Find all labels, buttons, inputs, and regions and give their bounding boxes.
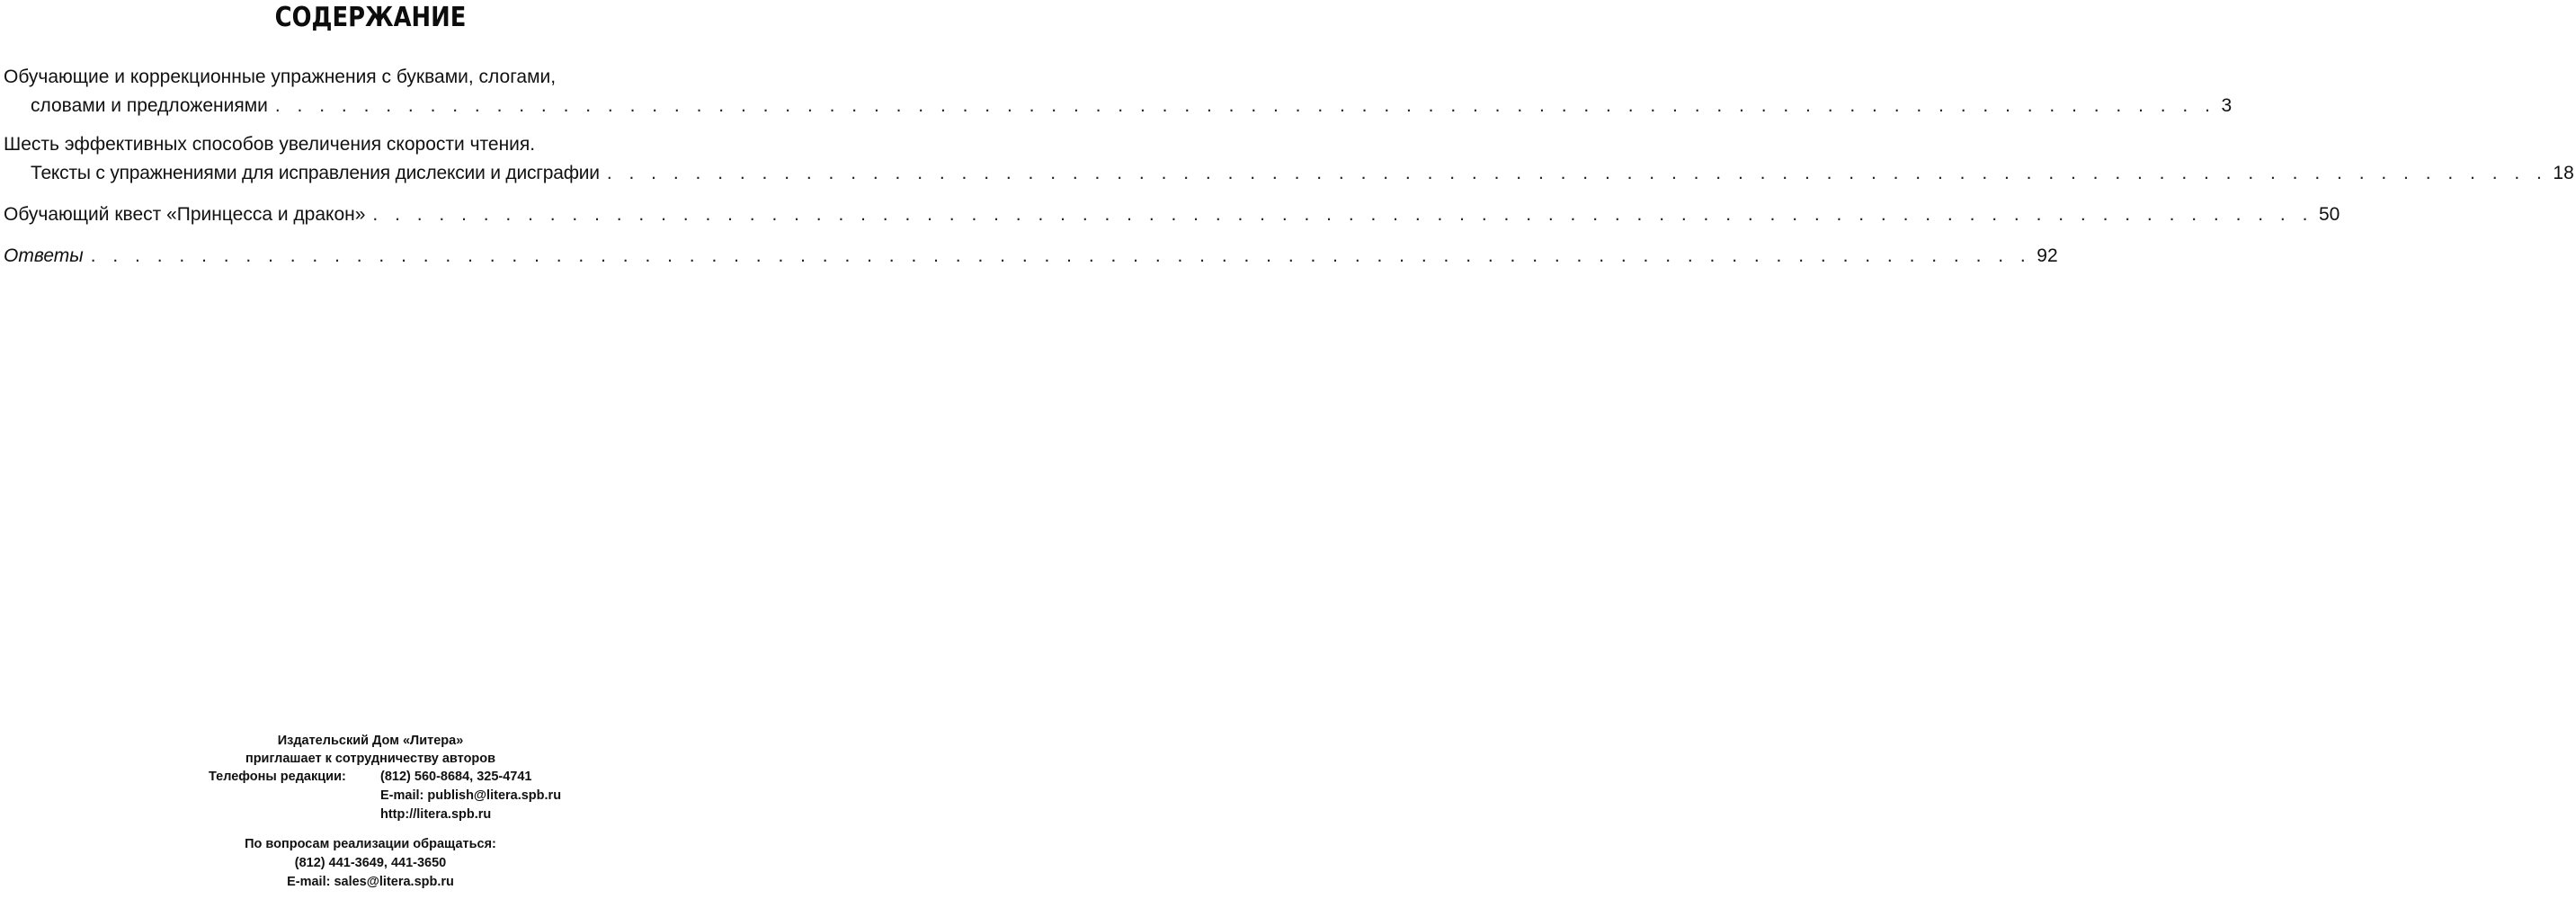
phones-label: Телефоны редакции: — [209, 770, 346, 784]
toc-page-number: 92 — [2037, 245, 2058, 266]
toc-entry-title: словами и предложениями — [31, 95, 268, 116]
toc-page-number: 18 — [2553, 163, 2574, 183]
sales-phones: (812) 441-3649, 441-3650 — [294, 856, 447, 870]
toc-entry-1-line-2[interactable] — [4, 95, 2233, 121]
toc-entry-title: Тексты с упражнениями для исправления дислексии и дисграфии — [31, 163, 600, 183]
toc-entry-2-line-1 — [4, 135, 739, 160]
sales-label: По вопросам реализации обращаться: — [245, 837, 496, 851]
toc-page-number: 50 — [2318, 204, 2340, 225]
toc-leader-dots: . . . . . . . . . . . . . . . . . . . . . . . . . . . . . . . . . . . . . . . . . . . . . . . . . . . . . . . . . . . . . . . . . . . . . . . . . . . . . . . . . . . . . . . . — [90, 245, 2032, 266]
toc-entry-1-line-1 — [4, 67, 739, 93]
toc-entry-2-line-2[interactable] — [4, 163, 2574, 189]
toc-leader-dots: . . . . . . . . . . . . . . . . . . . . . . . . . . . . . . . . . . . . . . . . . . . . . . . . . . . . . . . . . . . . . . . . . . . . . . . . . . . . . . . . . . . . . . . . — [372, 204, 2313, 225]
toc-entry-title: Обучающие и коррекционные упражнения с буквами, слогами, — [4, 67, 557, 87]
toc-page-number: 3 — [2221, 95, 2233, 116]
toc-entry-4[interactable] — [4, 245, 2058, 271]
toc-entry-3[interactable] — [4, 204, 2340, 230]
publisher-name: Издательский Дом «Литера» — [277, 734, 464, 748]
phones-value: (812) 560-8684, 325-4741 — [380, 770, 532, 784]
toc-entry-title: Обучающий квест «Принцесса и дракон» — [4, 204, 366, 225]
toc-leader-dots: . . . . . . . . . . . . . . . . . . . . . . . . . . . . . . . . . . . . . . . . . . . . . . . . . . . . . . . . . . . . . . . . . . . . . . . . . . . . . . . . . . . . . . . . — [274, 95, 2216, 116]
editorial-email[interactable]: E-mail: publish@litera.spb.ru — [380, 788, 562, 803]
page-title: СОДЕРЖАНИЕ — [274, 2, 467, 33]
publisher-invite: приглашает к сотрудничеству авторов — [245, 752, 496, 766]
toc-leader-dots: . . . . . . . . . . . . . . . . . . . . . . . . . . . . . . . . . . . . . . . . . . . . . . . . . . . . . . . . . . . . . . . . . . . . . . . . . . . . . . . . . . . . . . . . — [606, 163, 2548, 183]
sales-email[interactable]: E-mail: sales@litera.spb.ru — [287, 875, 454, 889]
toc-entry-title: Шесть эффективных способов увеличения скорости чтения. — [4, 134, 536, 155]
website-link[interactable]: http://litera.spb.ru — [380, 807, 492, 822]
toc-entry-title: Ответы — [4, 245, 84, 266]
